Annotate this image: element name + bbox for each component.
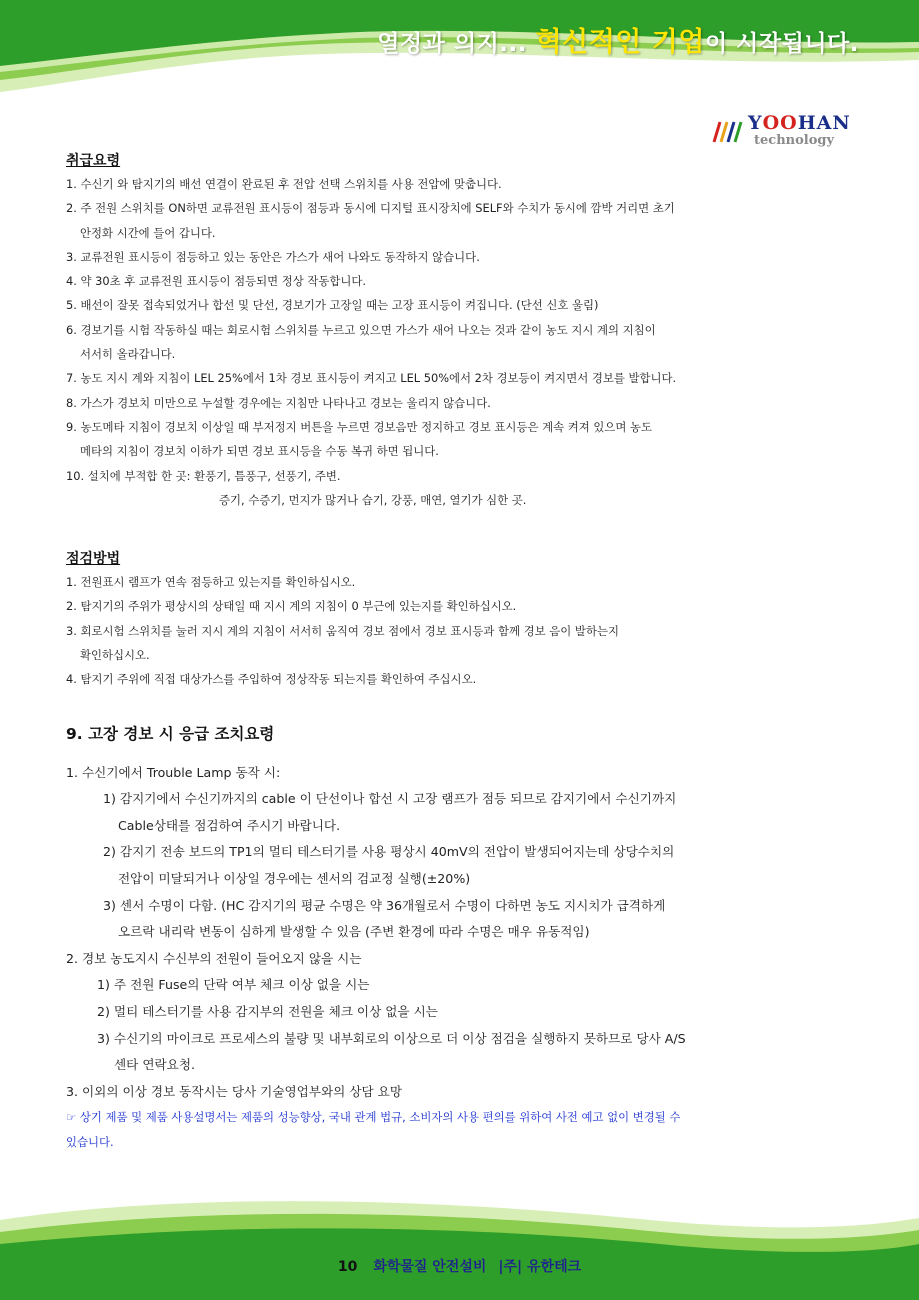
- list-item: 4. 약 30초 후 교류전원 표시등이 점등되면 정상 작동합니다.: [66, 274, 367, 289]
- inspection-list: [66, 570, 866, 691]
- list-item: 8. 가스가 경보치 미만으로 누설할 경우에는 지침만 나타나고 경보는 울리지 않습니다.: [66, 395, 491, 410]
- list-item: 오르락 내리락 변동이 심하게 발생할 수 있음 (주변 환경에 따라 수명은 매우 유동적임): [118, 924, 590, 940]
- slogan-highlight: 혁신적인 기업: [535, 27, 705, 58]
- handling-title: 취급요령: [66, 153, 121, 169]
- list-item: 메타의 지침이 경보치 이하가 되면 경보 표시등을 수동 복귀 하면 됩니다.: [80, 444, 439, 459]
- list-item: Cable상태를 점검하여 주시기 바랍니다.: [118, 817, 341, 833]
- list-item: 3. 회로시험 스위치를 눌러 지시 계의 지침이 서서히 움직여 경보 점에서 경보 표시등과 함께 경보 음이 발하는지: [66, 623, 619, 638]
- header-slogan: [377, 20, 859, 59]
- list-item: 1. 전원표시 램프가 연속 점등하고 있는지를 확인하십시오.: [66, 575, 356, 590]
- list-item: 전압이 미달되거나 이상일 경우에는 센서의 검교정 실행(±20%): [118, 871, 471, 887]
- emergency-title: 9. 고장 경보 시 응급 조치요령: [66, 724, 275, 743]
- slogan-post: 이 시작됩니다.: [704, 31, 859, 57]
- company-logo: [710, 112, 850, 152]
- document-body: [66, 150, 866, 1155]
- list-item: 10. 설치에 부적합 한 곳: 환풍기, 틈풍구, 선풍기, 주변.: [66, 468, 341, 483]
- emergency-section: [66, 722, 866, 1156]
- notice-text: [66, 1105, 866, 1155]
- list-item: 2. 탐지기의 주위가 평상시의 상태일 때 지시 계의 지침이 0 부근에 있는지를 확인하십시오.: [66, 599, 517, 614]
- list-item: 1) 주 전원 Fuse의 단락 여부 체크 이상 없을 시는: [97, 977, 370, 993]
- notice-line: ☞ 상기 제품 및 제품 사용설명서는 제품의 성능향상, 국내 관계 법규, 소비자의 사용 편의를 위하여 사전 예고 없이 변경될 수: [66, 1110, 681, 1125]
- list-item: 확인하십시오.: [80, 648, 150, 663]
- footer-caption: [0, 1256, 919, 1276]
- list-item: 증기, 수증기, 먼지가 많거나 습기, 강풍, 매연, 열기가 심한 곳.: [219, 492, 527, 507]
- list-item: 4. 탐지기 주위에 직접 대상가스를 주입하여 정상작동 되는지를 확인하여 주십시오.: [66, 672, 477, 687]
- page-number: 10: [337, 1259, 358, 1275]
- list-item: 3. 교류전원 표시등이 점등하고 있는 동안은 가스가 새어 나와도 동작하지 않습니다.: [66, 249, 480, 264]
- list-item: 3. 이외의 이상 경보 동작시는 당사 기술영업부와의 상담 요망: [66, 1083, 403, 1099]
- inspection-title: 점검방법: [66, 551, 121, 568]
- list-item: 센타 연락요청.: [114, 1057, 195, 1073]
- notice-line: 있습니다.: [66, 1135, 114, 1150]
- list-item: 2. 주 전원 스위치를 ON하면 교류전원 표시등이 점등과 동시에 디지털 표시장치에 SELF와 수치가 동시에 깜박 거리면 초기: [66, 201, 675, 216]
- list-item: 9. 농도메타 지침이 경보치 이상일 때 부저정지 버튼을 누르면 경보음만 정지하고 경보 표시등은 계속 켜져 있으며 농도: [66, 419, 652, 434]
- list-item: 3) 수신기의 마이크로 프로세스의 불량 및 내부회로의 이상으로 더 이상 점검을 실행하지 못하므로 당사 A/S: [97, 1030, 686, 1046]
- list-item: 7. 농도 지시 계와 지침이 LEL 25%에서 1차 경보 표시등이 켜지고 LEL 50%에서 2차 경보등이 켜지면서 경보를 발합니다.: [66, 371, 677, 386]
- footer-banner: [0, 1190, 919, 1300]
- list-item: 5. 배선이 잘못 접속되었거나 합선 및 단선, 경보기가 고장일 때는 고장 표시등이 켜집니다. (단선 신호 울림): [66, 298, 599, 313]
- list-item: 안정화 시간에 들어 갑니다.: [80, 225, 216, 240]
- slogan-pre: 열정과 의지...: [377, 31, 536, 57]
- footer-category: 화학물질 안전설비: [373, 1259, 487, 1275]
- footer-company: |주| 유한테크: [498, 1259, 582, 1275]
- list-item: 1. 수신기에서 Trouble Lamp 동작 시:: [66, 764, 281, 780]
- list-item: 서서히 올라갑니다.: [80, 347, 176, 362]
- list-item: 3) 센서 수명이 다함. (HC 감지기의 평균 수명은 약 36개월로서 수명이 다하면 농도 지시치가 급격하게: [103, 897, 666, 913]
- inspection-section: [66, 548, 866, 691]
- logo-wordmark: YOOHAN: [748, 112, 851, 134]
- list-item: 1. 수신기 와 탐지기의 배선 연결이 완료된 후 전압 선택 스위치를 사용 전압에 맞춥니다.: [66, 177, 502, 191]
- list-item: 1) 감지기에서 수신기까지의 cable 이 단선이나 합선 시 고장 램프가 점등 되므로 감지기에서 수신기까지: [103, 791, 677, 807]
- list-item: 2) 멀티 테스터기를 사용 감지부의 전원을 체크 이상 없을 시는: [97, 1003, 438, 1019]
- logo-subtitle: technology: [754, 133, 835, 148]
- handling-section: [66, 150, 866, 512]
- handling-list: [66, 172, 866, 512]
- logo-stripes-icon: [710, 116, 744, 146]
- emergency-list: [66, 760, 866, 1106]
- list-item: 2) 감지기 전송 보드의 TP1의 멀티 테스터기를 사용 평상시 40mV의 전압이 발생되어지는데 상당수치의: [103, 844, 675, 860]
- list-item: 6. 경보기를 시험 작동하실 때는 회로시험 스위치를 누르고 있으면 가스가 새어 나오는 것과 같이 농도 지시 계의 지침이: [66, 322, 656, 337]
- list-item: 2. 경보 농도지시 수신부의 전원이 들어오지 않을 시는: [66, 950, 362, 966]
